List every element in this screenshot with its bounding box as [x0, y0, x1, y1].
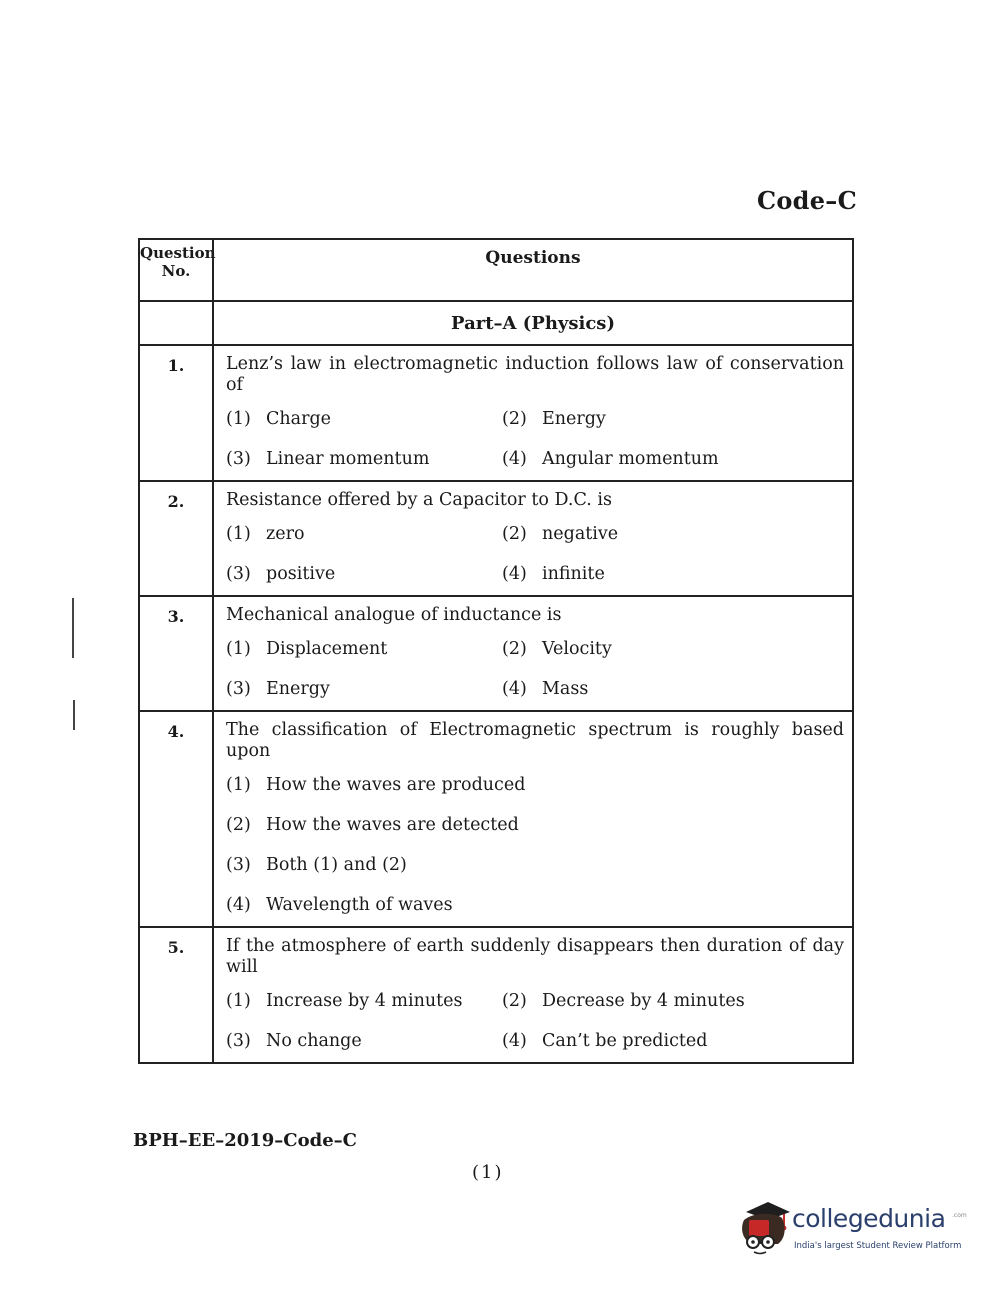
part-title: Part–A (Physics) [213, 301, 853, 345]
part-row-empty-cell [139, 301, 213, 345]
option: (3) Both (1) and (2) [226, 855, 407, 875]
column-header-questions: Questions [213, 239, 853, 301]
option: (1) Increase by 4 minutes [226, 991, 463, 1011]
logo-domain: .com [952, 1212, 967, 1219]
question-row [139, 596, 853, 711]
option: (4) Angular momentum [502, 449, 719, 469]
table-header-row [139, 239, 853, 301]
option-list [226, 523, 844, 585]
option: (2) Velocity [502, 639, 612, 659]
question-number: 4. [139, 711, 213, 927]
option: (3) positive [226, 564, 336, 584]
question-stem: Lenz’s law in electromagnetic induction follows law of conservation of [226, 354, 844, 395]
question-row [139, 345, 853, 481]
option: (3) Linear momentum [226, 449, 430, 469]
footer-paper-code: BPH–EE–2019–Code–C [133, 1130, 357, 1151]
question-row [139, 481, 853, 596]
question-stem: Resistance offered by a Capacitor to D.C. is [226, 490, 612, 510]
scan-mark [73, 700, 75, 730]
option: (1) Charge [226, 409, 332, 429]
question-number: 5. [139, 927, 213, 1063]
option: (4) Wavelength of waves [226, 895, 453, 915]
question-cell [213, 711, 853, 927]
option: (3) No change [226, 1031, 362, 1051]
option: (1) Displacement [226, 639, 388, 659]
question-number: 3. [139, 596, 213, 711]
question-cell [213, 481, 853, 596]
scan-mark [72, 598, 74, 658]
question-number: 2. [139, 481, 213, 596]
column-header-question-no: Question No. [139, 239, 213, 301]
collegedunia-logo [738, 1198, 967, 1258]
option-list [226, 408, 844, 470]
option: (1) How the waves are produced [226, 775, 526, 795]
option: (2) How the waves are detected [226, 815, 519, 835]
question-cell [213, 927, 853, 1063]
question-row [139, 927, 853, 1063]
logo-wordmark: collegedunia [792, 1204, 946, 1233]
option-list [226, 638, 844, 700]
option: (1) zero [226, 524, 305, 544]
question-stem: The classification of Electromagnetic spectrum is roughly based upon [226, 720, 844, 761]
mascot-icon [738, 1198, 792, 1256]
paper-code-header: Code–C [756, 186, 857, 215]
logo-tagline: India's largest Student Review Platform [794, 1241, 962, 1251]
page-number: (1) [472, 1162, 504, 1183]
question-stem: If the atmosphere of earth suddenly disappears then duration of day will [226, 936, 844, 977]
option: (2) Energy [502, 409, 606, 429]
question-table [138, 238, 854, 1064]
option-list [226, 774, 844, 916]
option: (2) Decrease by 4 minutes [502, 991, 745, 1011]
question-cell [213, 345, 853, 481]
option-list [226, 990, 844, 1052]
part-row [139, 301, 853, 345]
question-row [139, 711, 853, 927]
option: (4) Can’t be predicted [502, 1031, 708, 1051]
option: (4) infinite [502, 564, 605, 584]
option: (3) Energy [226, 679, 330, 699]
question-stem: Mechanical analogue of inductance is [226, 605, 562, 625]
option: (2) negative [502, 524, 619, 544]
option: (4) Mass [502, 679, 589, 699]
question-cell [213, 596, 853, 711]
question-number: 1. [139, 345, 213, 481]
